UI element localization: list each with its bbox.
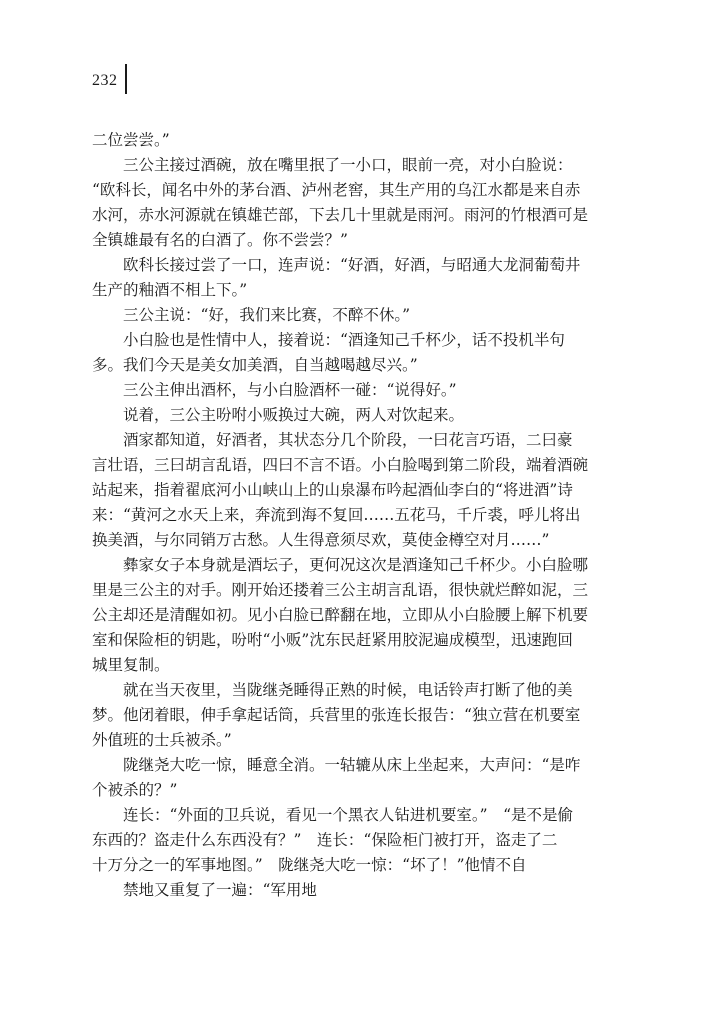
text-line: 二位尝尝。” [92, 131, 170, 149]
page-number: 232 [92, 72, 118, 89]
header-rule [125, 64, 127, 94]
text-line: 多。我们今天是美女加美酒，自当越喝越尽兴。” [92, 356, 418, 374]
text-line: 十万分之一的军事地图。” 陇继尧大吃一惊：“坏了！”他情不自 [92, 856, 527, 874]
text-line: 欧科长接过尝了一口，连声说：“好酒，好酒，与昭通大龙洞葡萄井 [92, 256, 581, 274]
text-line: 城里复制。 [92, 656, 170, 674]
body-text [92, 128, 622, 903]
text-line: 三公主伸出酒杯，与小白脸酒杯一碰：“说得好。” [92, 381, 457, 399]
text-line: 三公主接过酒碗，放在嘴里抿了一小口，眼前一亮，对小白脸说： [92, 156, 573, 174]
text-line: “欧科长，闻名中外的茅台酒、泸州老窖，其生产用的乌江水都是来自赤 [92, 181, 581, 199]
text-line: 里是三公主的对手。刚开始还搂着三公主胡言乱语，很快就烂醉如泥，三 [92, 581, 589, 599]
text-line: 连长：“外面的卫兵说，看见一个黑衣人钻进机要室。” “是不是偷 [92, 806, 574, 824]
text-line: 东西的？盗走什么东西没有？” 连长：“保险柜门被打开，盗走了二 [92, 831, 558, 849]
text-line: 个被杀的？” [92, 781, 178, 799]
text-line: 彝家女子本身就是酒坛子，更何况这次是酒逢知己千杯少。小白脸哪 [92, 556, 589, 574]
text-line: 禁地又重复了一遍：“军用地 [92, 881, 317, 899]
text-line: 全镇雄最有名的白酒了。你不尝尝？” [92, 231, 348, 249]
text-line: 梦。他闭着眼，伸手拿起话筒，兵营里的张连长报告：“独立营在机要室 [92, 706, 581, 724]
text-line: 站起来，指着翟底河小山峡山上的山泉瀑布吟起酒仙李白的“将进酒”诗 [92, 481, 573, 499]
text-line: 来：“黄河之水天上来，奔流到海不复回……五花马，千斤裘，呼儿将出 [92, 506, 581, 524]
text-line: 言壮语，三曰胡言乱语，四曰不言不语。小白脸喝到第二阶段，端着酒碗 [92, 456, 589, 474]
text-line: 三公主说：“好，我们来比赛，不醉不休。” [92, 306, 411, 324]
text-line: 水河，赤水河源就在镇雄芒部，下去几十里就是雨河。雨河的竹根酒可是 [92, 206, 589, 224]
text-line: 室和保险柜的钥匙，吩咐“小贩”沈东民赶紧用胶泥遍成模型，迅速跑回 [92, 631, 573, 649]
text-line: 陇继尧大吃一惊，睡意全消。一轱辘从床上坐起来，大声问：“是咋 [92, 756, 581, 774]
text-line: 公主却还是清醒如初。见小白脸已醉翻在地，立即从小白脸腰上解下机要 [92, 606, 589, 624]
text-line: 酒家都知道，好酒者，其状态分几个阶段，一曰花言巧语，二曰豪 [92, 431, 573, 449]
text-line: 外值班的士兵被杀。” [92, 731, 232, 749]
text-line: 说着，三公主吩咐小贩换过大碗，两人对饮起来。 [92, 406, 465, 424]
text-line: 小白脸也是性情中人，接着说：“酒逢知己千杯少，话不投机半句 [92, 331, 565, 349]
page-header [92, 66, 118, 96]
text-line: 就在当天夜里，当陇继尧睡得正熟的时候，电话铃声打断了他的美 [92, 681, 573, 699]
text-line: 生产的釉酒不相上下。” [92, 281, 248, 299]
text-line: 换美酒，与尔同销万古愁。人生得意须尽欢，莫使金樽空对月……” [92, 531, 550, 549]
